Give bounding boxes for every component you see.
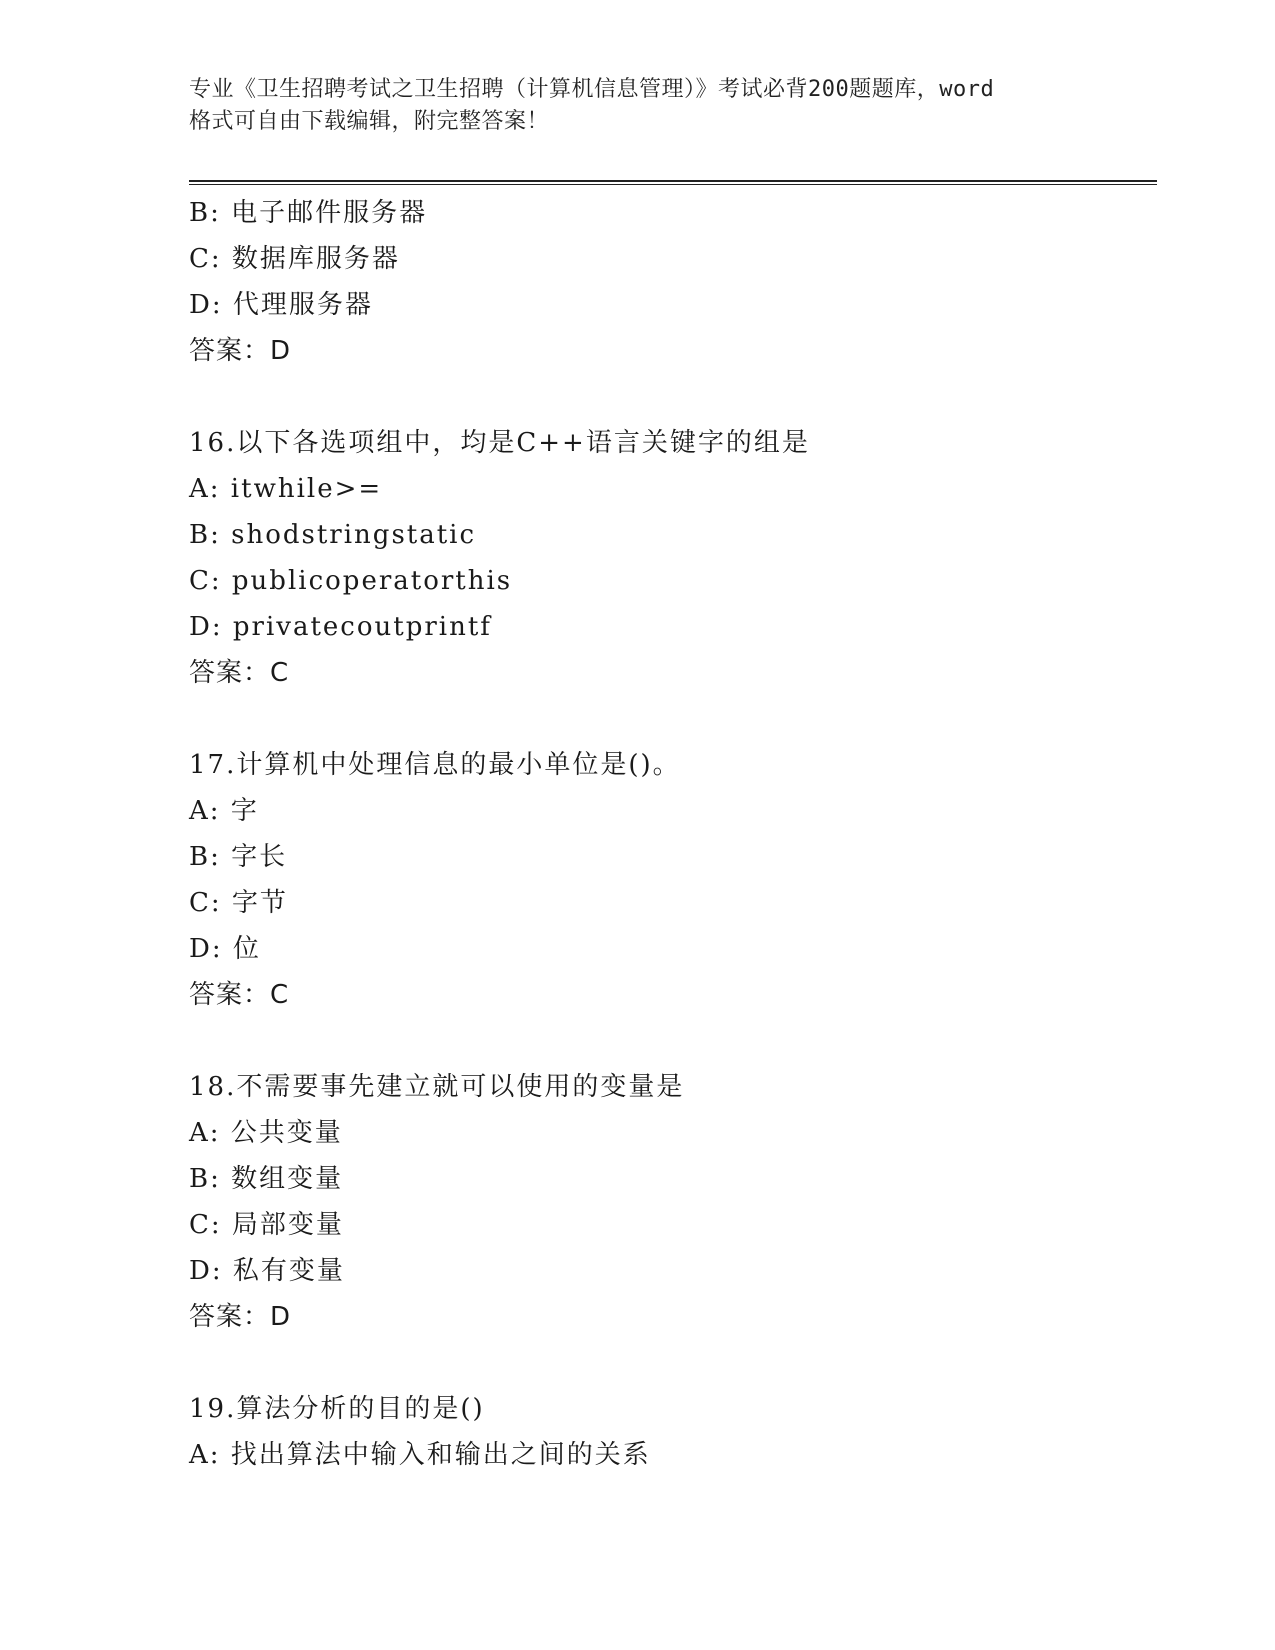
question-list (189, 190, 1149, 1478)
question-text: 19.算法分析的目的是() (189, 1394, 485, 1424)
answer-option: B: 数组变量 (189, 1164, 344, 1194)
document-header (189, 74, 1089, 138)
block-spacer (189, 1340, 1149, 1386)
answer-option: A: itwhile>= (189, 474, 383, 504)
answer-option: D: 位 (189, 934, 261, 964)
answer-option: C: publicoperatorthis (189, 566, 513, 596)
answer-option: B: shodstringstatic (189, 520, 477, 550)
answer-option: C: 数据库服务器 (189, 244, 400, 274)
block-spacer (189, 374, 1149, 420)
answer-option: A: 找出算法中输入和输出之间的关系 (189, 1440, 651, 1470)
block-spacer (189, 1018, 1149, 1064)
answer-option: D: 代理服务器 (189, 290, 373, 320)
answer-option: C: 局部变量 (189, 1210, 344, 1240)
question-text: 16.以下各选项组中，均是C++语言关键字的组是 (189, 428, 810, 458)
answer-key: 答案：D (189, 336, 292, 366)
answer-option: A: 字 (189, 796, 259, 826)
header-title-line-1: 专业《卫生招聘考试之卫生招聘（计算机信息管理）》考试必背200题题库，word (189, 77, 995, 102)
answer-option: D: 私有变量 (189, 1256, 345, 1286)
answer-option: B: 字长 (189, 842, 288, 872)
question-text: 18.不需要事先建立就可以使用的变量是 (189, 1072, 685, 1102)
answer-option: D: privatecoutprintf (189, 612, 492, 642)
header-title-line-2: 格式可自由下载编辑，附完整答案！ (189, 109, 550, 134)
answer-key: 答案：D (189, 1302, 292, 1332)
answer-option: C: 字节 (189, 888, 288, 918)
question-text: 17.计算机中处理信息的最小单位是()。 (189, 750, 681, 780)
answer-key: 答案：C (189, 980, 290, 1010)
header-divider-thin (189, 184, 1157, 185)
answer-option: A: 公共变量 (189, 1118, 343, 1148)
answer-key: 答案：C (189, 658, 290, 688)
answer-option: B: 电子邮件服务器 (189, 198, 428, 228)
header-divider-thick (189, 180, 1157, 182)
block-spacer (189, 696, 1149, 742)
